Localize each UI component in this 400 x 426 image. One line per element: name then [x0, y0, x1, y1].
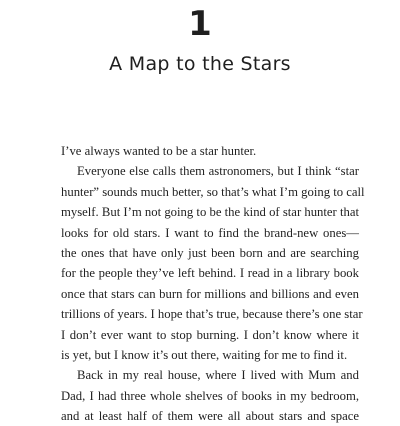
chapter-body-text: [61, 141, 365, 426]
text-line: and at least half of them were all about stars and space: [61, 409, 359, 424]
text-line: Back in my real house, where I lived with Mum and: [77, 368, 359, 383]
chapter-number: 1: [188, 4, 212, 44]
text-line: Dad, I had three whole shelves of books in my bedroom,: [61, 388, 359, 403]
text-line: the ones that have only just been born and are searching: [61, 245, 359, 260]
text-line: once that stars can burn for millions and billions and even: [61, 286, 359, 301]
text-line: hunter” sounds much better, so that’s what I’m going to call: [61, 184, 365, 199]
text-line: I’ve always wanted to be a star hunter.: [61, 144, 257, 158]
text-line: Everyone else calls them astronomers, but I think “star: [77, 164, 359, 179]
text-line: myself. But I’m not going to be the kind of star hunter that: [61, 205, 359, 220]
text-line: trillions of years. I hope that’s true, because there’s one star: [61, 307, 363, 322]
text-line: I don’t ever want to stop burning. I don’t know where it: [61, 327, 359, 342]
text-line: looks for old stars. I want to find the brand-new ones—: [61, 225, 359, 240]
text-line: is yet, but I know it’s out there, waiting for me to find it.: [61, 347, 348, 362]
text-line: for the people they’ve left behind. I read in a library book: [61, 266, 359, 281]
chapter-title: A Map to the Stars: [109, 53, 291, 75]
